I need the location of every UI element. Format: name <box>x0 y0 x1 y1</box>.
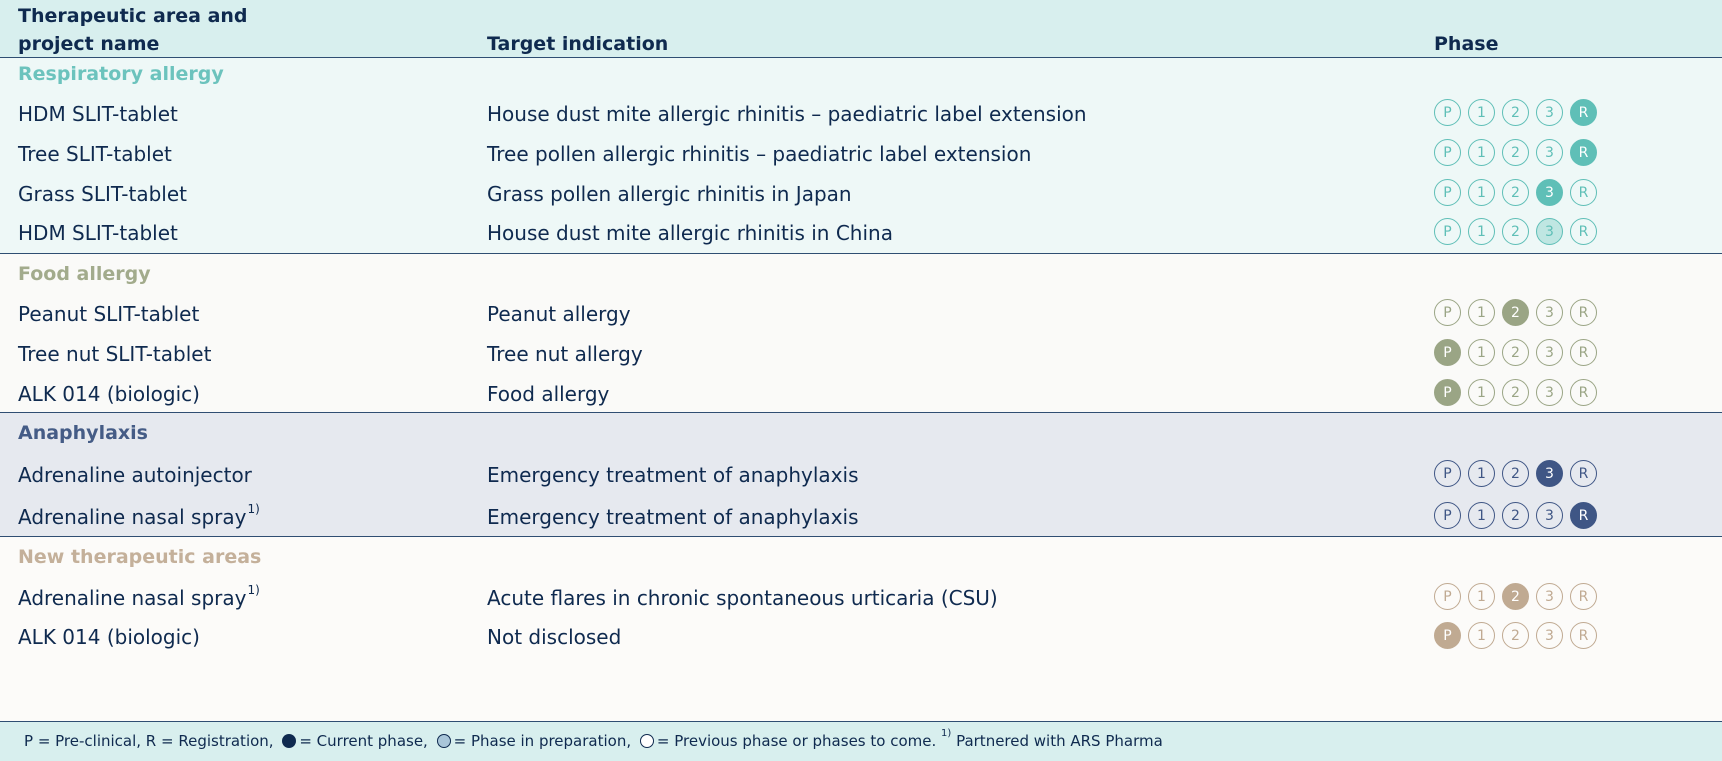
phase-circle: 3 <box>1536 139 1563 166</box>
phase-circle: R <box>1570 379 1597 406</box>
phase-indicator <box>1434 299 1597 329</box>
phase-circle: P <box>1434 460 1461 487</box>
table-row <box>0 578 1722 618</box>
target-indication: Tree pollen allergic rhinitis – paediatric label extension <box>487 142 1032 166</box>
phase-circle: 3 <box>1536 379 1563 406</box>
footnote-marker: 1) <box>247 583 260 597</box>
phase-circle-current: P <box>1434 339 1461 366</box>
phase-circle: P <box>1434 299 1461 326</box>
table-row <box>0 374 1722 414</box>
legend-prev: = Previous phase or phases to come. <box>656 732 937 750</box>
phase-circle-current: R <box>1570 139 1597 166</box>
header-therapeutic-area: Therapeutic area and project name <box>18 5 248 55</box>
phase-circle: 2 <box>1502 179 1529 206</box>
table-row <box>0 94 1722 134</box>
phase-circle-current: 3 <box>1536 460 1563 487</box>
phase-circle: R <box>1570 460 1597 487</box>
phase-circle: 1 <box>1468 99 1495 126</box>
project-name-text: HDM SLIT-tablet <box>18 102 178 126</box>
phase-circle: R <box>1570 218 1597 245</box>
phase-circle: 3 <box>1536 583 1563 610</box>
phase-circle: 2 <box>1502 99 1529 126</box>
phase-circle: 1 <box>1468 139 1495 166</box>
phase-circle: 3 <box>1536 502 1563 529</box>
phase-circle: 2 <box>1502 379 1529 406</box>
project-name-text: ALK 014 (biologic) <box>18 382 200 406</box>
phase-circle: 1 <box>1468 339 1495 366</box>
phase-circle: P <box>1434 502 1461 529</box>
table-header <box>0 0 1722 58</box>
phase-circle: P <box>1434 179 1461 206</box>
phase-indicator <box>1434 99 1597 129</box>
section-2 <box>0 412 1722 536</box>
phase-circle: 3 <box>1536 622 1563 649</box>
phase-circle: 1 <box>1468 179 1495 206</box>
phase-circle-current: R <box>1570 99 1597 126</box>
phase-indicator <box>1434 179 1597 209</box>
phase-in-preparation-legend-icon <box>437 734 451 748</box>
phase-circle: 1 <box>1468 218 1495 245</box>
target-indication: Not disclosed <box>487 625 622 649</box>
project-name-text: Peanut SLIT-tablet <box>18 302 200 326</box>
target-indication: Acute flares in chronic spontaneous urticaria (CSU) <box>487 586 998 610</box>
project-name <box>18 94 178 134</box>
phase-circle: R <box>1570 299 1597 326</box>
phase-circle-current: 2 <box>1502 583 1529 610</box>
project-name-text: Tree SLIT-tablet <box>18 142 172 166</box>
phase-indicator <box>1434 139 1597 169</box>
phase-circle: 1 <box>1468 299 1495 326</box>
phase-circle-current: 3 <box>1536 179 1563 206</box>
section-3 <box>0 536 1722 721</box>
phase-circle: 2 <box>1502 460 1529 487</box>
phase-circle: P <box>1434 99 1461 126</box>
table-row <box>0 617 1722 657</box>
project-name-text: ALK 014 (biologic) <box>18 625 200 649</box>
phase-circle: R <box>1570 339 1597 366</box>
phase-indicator <box>1434 218 1597 248</box>
phase-circle: 1 <box>1468 379 1495 406</box>
target-indication: Tree nut allergy <box>487 342 643 366</box>
project-name <box>18 174 187 214</box>
section-title: Food allergy <box>18 263 151 285</box>
table-row <box>0 294 1722 334</box>
table-row <box>0 134 1722 174</box>
project-name-text: Adrenaline autoinjector <box>18 463 252 487</box>
phase-indicator <box>1434 502 1597 532</box>
phase-indicator <box>1434 583 1597 613</box>
table-row <box>0 497 1722 537</box>
phase-circle: R <box>1570 583 1597 610</box>
table-row <box>0 334 1722 374</box>
phase-circle: 3 <box>1536 99 1563 126</box>
target-indication: Peanut allergy <box>487 302 631 326</box>
project-name-text: Tree nut SLIT-tablet <box>18 342 212 366</box>
phase-circle: 2 <box>1502 339 1529 366</box>
current-phase-legend-icon <box>282 734 296 748</box>
table-row <box>0 213 1722 253</box>
project-name <box>18 578 260 618</box>
phase-indicator <box>1434 622 1597 652</box>
phase-circle-current: R <box>1570 502 1597 529</box>
phase-indicator <box>1434 339 1597 369</box>
phase-indicator <box>1434 460 1597 490</box>
target-indication: Emergency treatment of anaphylaxis <box>487 463 859 487</box>
project-name-text: Grass SLIT-tablet <box>18 182 188 206</box>
phase-circle: 2 <box>1502 622 1529 649</box>
phase-circle-current: 2 <box>1502 299 1529 326</box>
project-name <box>18 455 252 495</box>
phase-circle: 2 <box>1502 218 1529 245</box>
phase-circle-current: P <box>1434 379 1461 406</box>
target-indication: Food allergy <box>487 382 610 406</box>
phase-circle: 2 <box>1502 139 1529 166</box>
project-name <box>18 617 200 657</box>
target-indication: House dust mite allergic rhinitis – paediatric label extension <box>487 102 1087 126</box>
section-0 <box>0 58 1722 253</box>
phase-circle: 3 <box>1536 299 1563 326</box>
header-phase: Phase <box>1434 33 1499 55</box>
phase-circle: 2 <box>1502 502 1529 529</box>
footnote-text: Partnered with ARS Pharma <box>956 732 1163 750</box>
project-name <box>18 213 178 253</box>
section-title: Respiratory allergy <box>18 63 224 85</box>
phase-circle: 1 <box>1468 583 1495 610</box>
table-row <box>0 455 1722 495</box>
target-indication: House dust mite allergic rhinitis in China <box>487 221 893 245</box>
project-name-text: HDM SLIT-tablet <box>18 221 178 245</box>
previous-phase-legend-icon <box>640 734 654 748</box>
phase-circle: R <box>1570 179 1597 206</box>
phase-circle: 1 <box>1468 460 1495 487</box>
table-row <box>0 174 1722 214</box>
section-title: New therapeutic areas <box>18 546 262 568</box>
footnote-marker: 1) <box>941 728 952 739</box>
phase-circle-preparation: 3 <box>1536 218 1563 245</box>
legend-prep: = Phase in preparation, <box>453 732 632 750</box>
phase-circle: 1 <box>1468 502 1495 529</box>
project-name <box>18 497 260 537</box>
phase-circle: P <box>1434 583 1461 610</box>
phase-circle-current: P <box>1434 622 1461 649</box>
legend-footer <box>0 721 1722 761</box>
project-name-text: Adrenaline nasal spray <box>18 505 247 529</box>
phase-circle: P <box>1434 139 1461 166</box>
target-indication: Grass pollen allergic rhinitis in Japan <box>487 182 852 206</box>
project-name <box>18 294 199 334</box>
phase-indicator <box>1434 379 1597 409</box>
phase-circle: R <box>1570 622 1597 649</box>
phase-circle: P <box>1434 218 1461 245</box>
section-1 <box>0 253 1722 412</box>
section-title: Anaphylaxis <box>18 422 148 444</box>
phase-circle: 3 <box>1536 339 1563 366</box>
target-indication: Emergency treatment of anaphylaxis <box>487 505 859 529</box>
project-name <box>18 334 211 374</box>
project-name <box>18 134 172 174</box>
footnote-marker: 1) <box>247 502 260 516</box>
project-name-text: Adrenaline nasal spray <box>18 586 247 610</box>
header-target-indication: Target indication <box>487 33 669 55</box>
legend-abbreviations: P = Pre-clinical, R = Registration, <box>24 732 274 750</box>
project-name <box>18 374 200 414</box>
phase-circle: 1 <box>1468 622 1495 649</box>
legend-current: = Current phase, <box>299 732 428 750</box>
